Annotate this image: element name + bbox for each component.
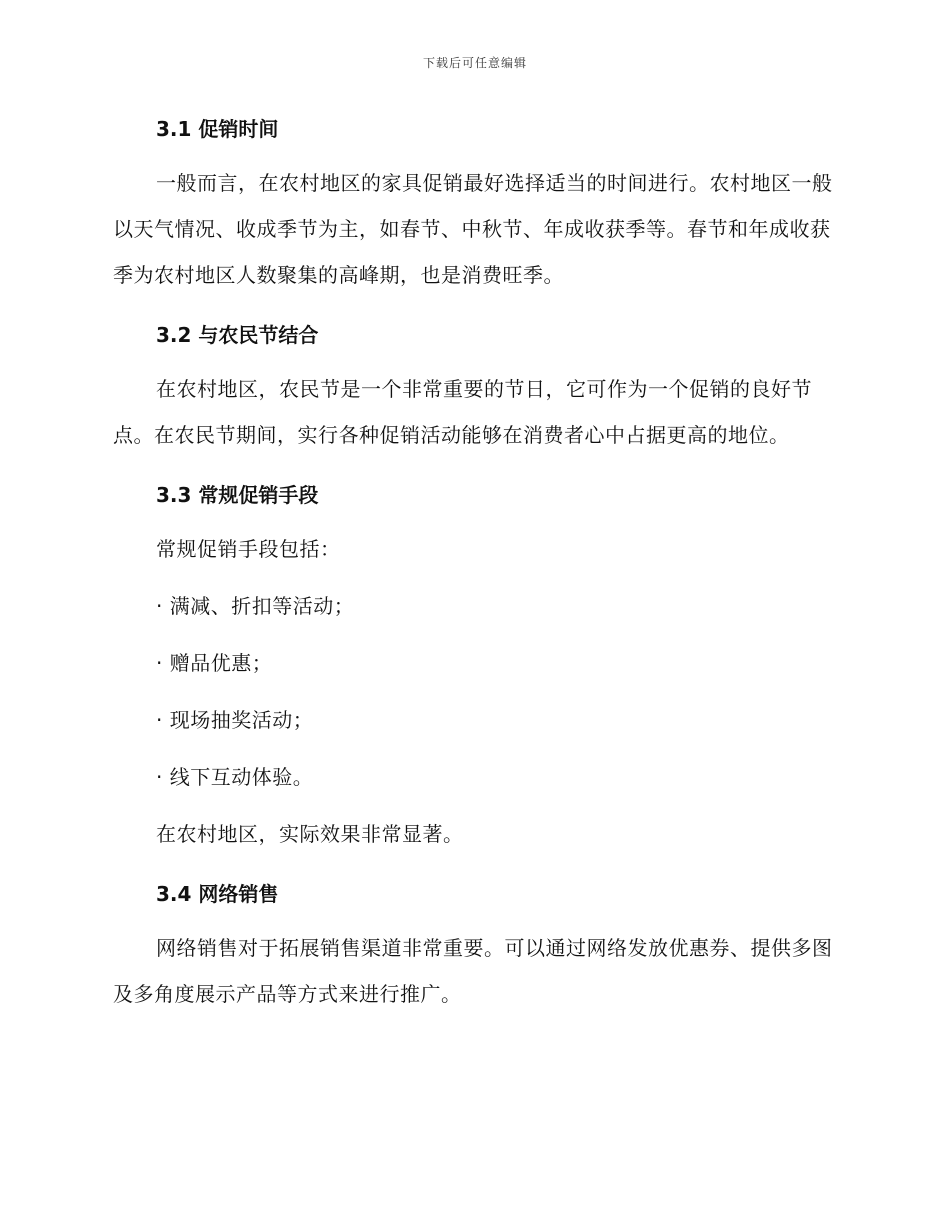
section-heading-3-2: 3.2 与农民节结合 xyxy=(156,323,319,347)
list-item: · 赠品优惠； xyxy=(156,651,273,675)
list-closing: 在农村地区，实际效果非常显著。 xyxy=(156,822,464,846)
list-item: · 现场抽奖活动； xyxy=(156,708,314,732)
section-heading-3-1: 3.1 促销时间 xyxy=(156,117,279,141)
section-heading-3-3: 3.3 常规促销手段 xyxy=(156,483,319,507)
document-body xyxy=(113,110,833,1017)
section-paragraph-3-4: 网络销售对于拓展销售渠道非常重要。可以通过网络发放优惠券、提供多图及多角度展示产品等方式来进行推广。 xyxy=(113,936,833,1006)
section-paragraph-3-1: 一般而言，在农村地区的家具促销最好选择适当的时间进行。农村地区一般以天气情况、收成季节为主，如春节、中秋节、年成收获季等。春节和年成收获季为农村地区人数聚集的高峰期，也是消费旺季。 xyxy=(113,171,833,287)
section-heading-3-4: 3.4 网络销售 xyxy=(156,882,279,906)
section-paragraph-3-2: 在农村地区，农民节是一个非常重要的节日，它可作为一个促销的良好节点。在农民节期间，实行各种促销活动能够在消费者心中占据更高的地位。 xyxy=(113,377,812,447)
list-item: · 线下互动体验。 xyxy=(156,765,314,789)
header-note: 下载后可任意编辑 xyxy=(422,56,527,70)
list-intro: 常规促销手段包括： xyxy=(156,537,341,561)
list-item: · 满减、折扣等活动； xyxy=(156,594,355,618)
